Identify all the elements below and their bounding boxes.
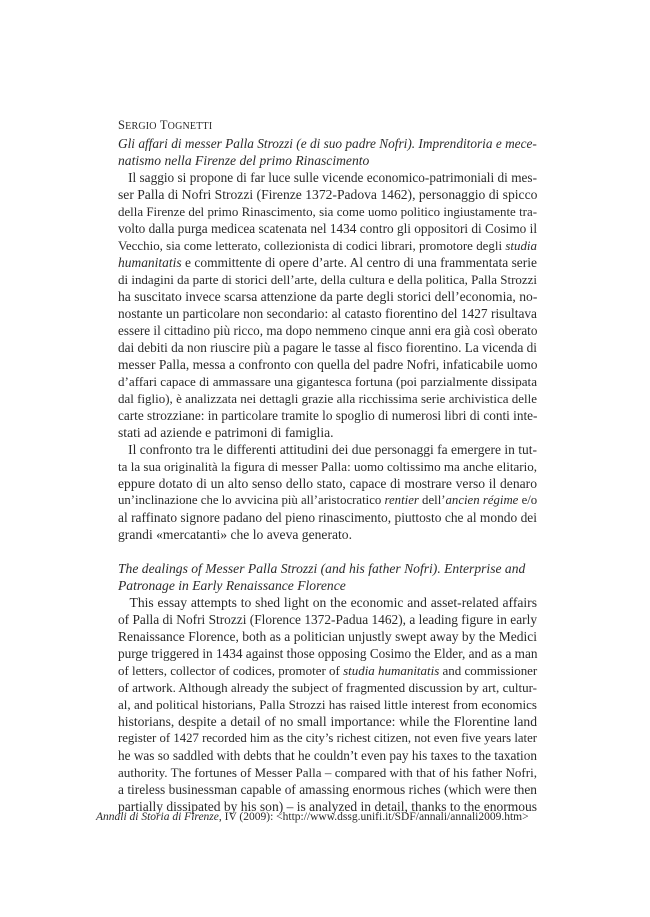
text-line: un’inclinazione che lo avvicina più all’aristocratico rentier dell’ancien régime e/o [118, 493, 538, 507]
text-line: grandi «mercatanti» che lo aveva generato. [118, 527, 353, 542]
text-line: Renaissance Florence, both as a politician unjustly swept away by the Medici [118, 629, 537, 644]
text-line: of artwork. Although already the subject of fragmented discussion by art, cultur- [118, 680, 537, 695]
text-line: purge triggered in 1434 against those opposing Cosimo the Elder, and as a man [118, 646, 538, 661]
text-line: of Palla di Nofri Strozzi (Florence 1372-Padua 1462), a leading figure in early [118, 612, 537, 627]
text-line: a tireless businessman capable of amassing enormous riches (which were then [118, 782, 537, 797]
text-line: ser Palla di Nofri Strozzi (Firenze 1372-Padova 1462), personaggio di spicco [118, 187, 538, 202]
text-line: humanitatis e committente di opere d’arte. Al centro di una frammentata serie [118, 255, 537, 270]
text-line: ha suscitato invece scarsa attenzione da parte degli storici dell’economia, no- [118, 289, 538, 304]
italian-title-line: Gli affari di messer Palla Strozzi (e di suo padre Nofri). Imprenditoria e mece- [118, 136, 537, 151]
text-line: Il confronto tra le differenti attitudini dei due personaggi fa emergere in tut- [128, 442, 538, 457]
journal-footer [96, 810, 529, 825]
author-name: SERGIO TOGNETTI [118, 118, 213, 132]
text-line: volto dalla purga medicea scatenata nel 1434 contro gli oppositori di Cosimo il [118, 221, 538, 236]
text-line: essere il cittadino più ricco, ma dopo nemmeno cinque anni era già così oberato [118, 323, 538, 338]
text-line: historians, despite a detail of no small importance: while the Florentine land [118, 714, 537, 729]
text-line: dai debiti da non riuscire più a pagare le tasse al fisco fiorentino. La vicenda di [118, 340, 537, 355]
text-line: Vecchio, sia come letterato, collezionista di codici librari, promotore degli studia [118, 238, 537, 253]
english-title [118, 560, 537, 594]
english-title-line: The dealings of Messer Palla Strozzi (and his father Nofri). Enterprise and [118, 561, 526, 576]
text-line: messer Palla, messa a confronto con quella del padre Nofri, infaticabile uomo [118, 357, 538, 372]
text-line: stati ad aziende e patrimoni di famiglia. [118, 425, 334, 440]
text-line: al raffinato signore padano del pieno rinascimento, piuttosto che al mondo dei [118, 510, 537, 525]
text-line: register of 1427 recorded him as the city’s richest citizen, not even five years later [118, 731, 537, 745]
text-line: al, and political historians, Palla Strozzi has raised little interest from economics [118, 697, 537, 712]
abstract-page [118, 117, 537, 815]
text-line: he was so saddled with debts that he couldn’t even pay his taxes to the taxation [118, 748, 537, 763]
italian-abstract-paragraph-1 [118, 169, 537, 441]
italian-abstract-paragraph-2 [118, 441, 537, 543]
italian-title-line: natismo nella Firenze del primo Rinascimento [118, 153, 370, 168]
journal-title: Annali di Storia di Firenze [96, 811, 219, 823]
text-line: dal figlio), è analizzata nei dettagli grazie alla ricchissima serie archivistica delle [118, 391, 537, 406]
text-line: partially dissipated by his son) – is analyzed in detail, thanks to the enormous [118, 799, 537, 814]
text-line: authority. The fortunes of Messer Palla – compared with that of his father Nofri, [118, 765, 537, 780]
italian-title [118, 135, 537, 169]
text-line: nostante un particolare non secondario: al catasto fiorentino del 1427 risultava [118, 306, 537, 321]
text-line: This essay attempts to shed light on the economic and asset-related affairs [129, 595, 537, 610]
section-gap [118, 543, 537, 560]
text-line: della Firenze del primo Rinascimento, sia come uomo politico ingiustamente tra- [118, 204, 537, 219]
text-line: carte strozziane: in particolare tramite lo spoglio di numerosi libri di conti inte- [118, 408, 538, 423]
text-line: di indagini da parte di storici dell’arte, della cultura e della politica, Palla Strozzi [118, 272, 537, 287]
text-line: Il saggio si propone di far luce sulle vicende economico-patrimoniali di mes- [128, 170, 537, 185]
english-abstract-paragraph [118, 594, 537, 815]
text-line: eppure dotato di un alto senso dello stato, capace di mostrare verso il denaro [118, 476, 537, 491]
english-title-line: Patronage in Early Renaissance Florence [118, 578, 346, 593]
journal-citation-url: , IV (2009): <http://www.dssg.unifi.it/SDF/annali/annali2009.htm> [218, 811, 529, 823]
text-line: ta la sua originalità la figura di messer Palla: uomo coltissimo ma anche elitario, [118, 459, 537, 474]
text-line: d’affari capace di ammassare una gigantesca fortuna (poi parzialmente dissipata [118, 374, 537, 389]
text-line: of letters, collector of codices, promoter of studia humanitatis and commissioner [118, 663, 538, 678]
